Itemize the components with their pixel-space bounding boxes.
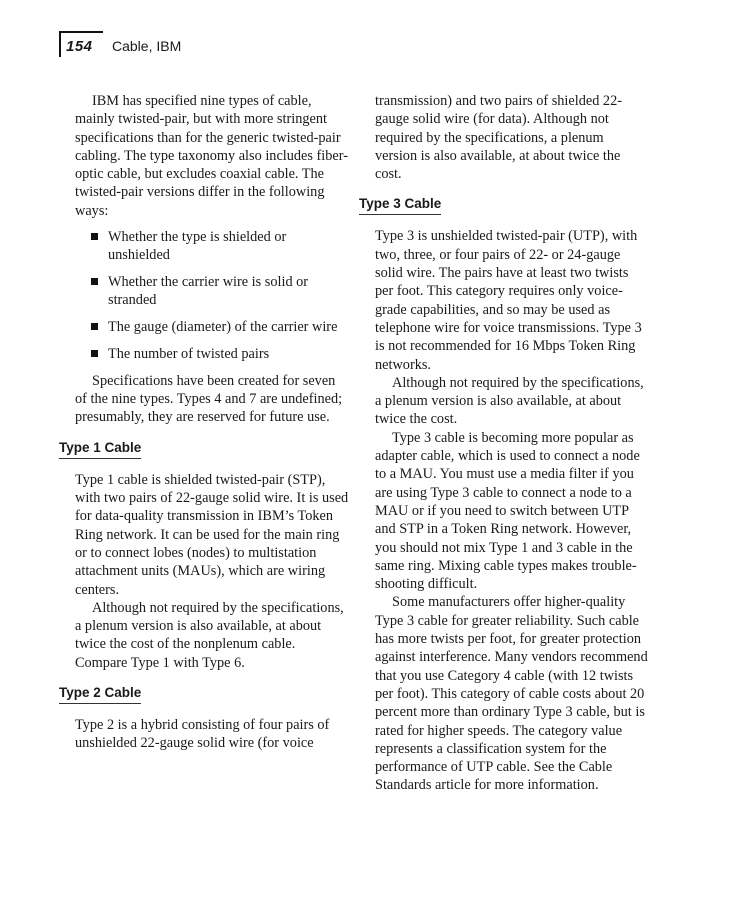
header-rule-horizontal: [59, 31, 103, 33]
type2-heading: Type 2 Cable: [59, 685, 141, 704]
page-header: [59, 31, 219, 57]
bullet-square-icon: [91, 233, 98, 240]
bullet-square-icon: [91, 323, 98, 330]
type1-plenum-paragraph: Although not required by the specifications, a plenum version is also available, at about twice the cost of the nonplenum cable. Compare Type 1 with Type 6.: [75, 599, 344, 671]
type3-plenum-paragraph: Although not required by the specifications, a plenum version is also available, at about twice the cost.: [375, 374, 644, 428]
type3-heading: Type 3 Cable: [359, 196, 441, 215]
bullet-list: [59, 228, 349, 363]
bullet-square-icon: [91, 350, 98, 357]
running-title: Cable, IBM: [112, 38, 182, 54]
list-item: Whether the carrier wire is solid or stranded: [91, 273, 349, 310]
list-item: The number of twisted pairs: [91, 345, 349, 363]
header-rule-vertical: [59, 31, 61, 57]
type1-paragraph: Type 1 cable is shielded twisted-pair (STP), with two pairs of 22-gauge solid wire. It is used for data-quality transmission in IBM’s Token Ring network. It can be used for the main ring or to connect lobes (nodes) to multistation attachment units (MAUs), which are wiring centers.: [75, 471, 349, 598]
list-item: The gauge (diameter) of the carrier wire: [91, 318, 349, 336]
type3-paragraph: Type 3 is unshielded twisted-pair (UTP), with two, three, or four pairs of 22- or 24-gauge solid wire. The pairs have at least two twists per foot. This category requires only voice-grade capabilities, and so may be used as telephone wire for voice transmissions. Type 3 is not recommended for 16 Mbps Token Ring networks.: [375, 228, 642, 373]
type2-continued-paragraph: transmission) and two pairs of shielded 22-gauge solid wire (for data). Although not required by the specifications, a plenum version is also available, at about twice the cost.: [375, 93, 622, 183]
right-column: [359, 92, 649, 795]
left-column: [59, 92, 349, 753]
intro-paragraph: IBM has specified nine types of cable, mainly twisted-pair, but with more stringent specifications than for the generic twisted-pair cabling. The type taxonomy also includes fiber-optic cable, but excludes coaxial cable. The twisted-pair versions differ in the following ways:: [75, 93, 349, 219]
type3-quality-paragraph: Some manufacturers offer higher-quality Type 3 cable for greater reliability. Such cable has more twists per foot, for greater protection against interference. Many vendors recommend that you use Category 4 cable (with 12 twists per foot). This category of cable costs about 20 percent more than ordinary Type 3 cable, but is rated for higher speeds. The category value represents a classification system for the performance of UTP cable. See the Cable Standards article for more information.: [375, 594, 648, 794]
specifications-paragraph: Specifications have been created for seven of the nine types. Types 4 and 7 are undefined; presumably, they are reserved for future use.: [75, 372, 343, 426]
type3-adapter-paragraph: Type 3 cable is becoming more popular as adapter cable, which is used to connect a node to a MAU. You must use a media filter if you are using Type 3 cable to connect a node to a MAU or if you need to switch between UTP and STP in a Token Ring network. However, you should not mix Type 1 and 3 cable in the same ring. Mixing cable types makes trouble-shooting difficult.: [375, 429, 640, 593]
list-item: Whether the type is shielded or unshielded: [91, 228, 349, 265]
type2-paragraph: Type 2 is a hybrid consisting of four pairs of unshielded 22-gauge solid wire (for voice: [75, 717, 330, 752]
bullet-square-icon: [91, 278, 98, 285]
page-number: 154: [66, 38, 93, 55]
type1-heading: Type 1 Cable: [59, 440, 141, 459]
